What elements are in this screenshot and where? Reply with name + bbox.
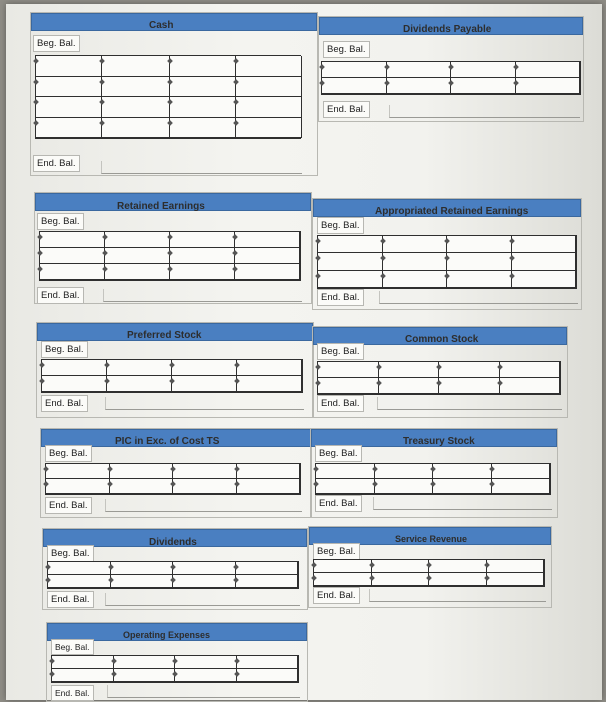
operating-expenses-beg-bal-label: Beg. Bal. [51,639,94,655]
dividends-entry-grid[interactable] [47,561,299,589]
dividends-payable-entry-grid[interactable] [321,61,581,95]
cash-header [31,13,317,31]
appropriated-retained-earnings-end-bal-field[interactable] [379,291,578,304]
dividends-payable-title: Dividends Payable [403,24,492,35]
treasury-stock-title: Treasury Stock [403,436,475,447]
appropriated-retained-earnings-end-bal-label: End. Bal. [317,289,364,306]
dividends-account [42,528,308,610]
cash-beg-bal-label: Beg. Bal. [33,35,80,52]
dividends-title: Dividends [149,537,197,548]
treasury-stock-entry-grid[interactable] [315,463,551,495]
preferred-stock-account [36,322,314,418]
common-stock-entry-grid[interactable] [317,361,561,395]
appropriated-retained-earnings-account [312,198,582,310]
dividends-payable-account [318,16,584,122]
pic-excess-cost-ts-title: PIC in Exc. of Cost TS [115,436,220,447]
treasury-stock-end-bal-field[interactable] [373,497,552,510]
retained-earnings-account [34,192,312,304]
dividends-payable-beg-bal-label: Beg. Bal. [323,41,370,58]
preferred-stock-entry-grid[interactable] [41,359,303,393]
appropriated-retained-earnings-entry-grid[interactable] [317,235,577,289]
common-stock-end-bal-label: End. Bal. [317,395,364,412]
dividends-payable-end-bal-field[interactable] [389,105,580,118]
preferred-stock-title: Preferred Stock [127,330,202,341]
worksheet [6,4,602,700]
service-revenue-account [308,526,552,608]
common-stock-beg-bal-label: Beg. Bal. [317,343,364,360]
appropriated-retained-earnings-title: Appropriated Retained Earnings [375,206,529,217]
service-revenue-end-bal-field[interactable] [369,589,546,602]
retained-earnings-entry-grid[interactable] [39,231,301,281]
operating-expenses-title: Operating Expenses [123,630,211,640]
operating-expenses-account [46,622,308,702]
pic-excess-cost-ts-account [40,428,312,518]
treasury-stock-account [310,428,558,518]
operating-expenses-entry-grid[interactable] [51,655,299,683]
dividends-end-bal-field[interactable] [105,593,300,606]
dividends-beg-bal-label: Beg. Bal. [47,545,94,562]
retained-earnings-title: Retained Earnings [117,201,205,212]
appropriated-retained-earnings-beg-bal-label: Beg. Bal. [317,217,364,234]
cash-title: Cash [149,20,174,31]
retained-earnings-end-bal-label: End. Bal. [37,287,84,304]
retained-earnings-end-bal-field[interactable] [103,289,302,302]
service-revenue-end-bal-label: End. Bal. [313,587,360,604]
cash-end-bal-label: End. Bal. [33,155,80,172]
dividends-payable-end-bal-label: End. Bal. [323,101,370,118]
treasury-stock-end-bal-label: End. Bal. [315,495,362,512]
cash-entry-grid[interactable] [35,55,301,139]
pic-excess-cost-ts-beg-bal-label: Beg. Bal. [45,445,92,462]
retained-earnings-beg-bal-label: Beg. Bal. [37,213,84,230]
treasury-stock-beg-bal-label: Beg. Bal. [315,445,362,462]
common-stock-end-bal-field[interactable] [377,397,562,410]
common-stock-title: Common Stock [405,334,479,345]
dividends-end-bal-label: End. Bal. [47,591,94,608]
service-revenue-beg-bal-label: Beg. Bal. [313,543,360,560]
pic-excess-cost-ts-end-bal-label: End. Bal. [45,497,92,514]
preferred-stock-end-bal-label: End. Bal. [41,395,88,412]
preferred-stock-end-bal-field[interactable] [105,397,304,410]
pic-excess-cost-ts-end-bal-field[interactable] [105,499,302,512]
service-revenue-entry-grid[interactable] [313,559,545,587]
preferred-stock-beg-bal-label: Beg. Bal. [41,341,88,358]
cash-end-bal-field[interactable] [101,161,302,174]
service-revenue-title: Service Revenue [395,534,468,544]
common-stock-account [312,326,568,418]
pic-excess-cost-ts-entry-grid[interactable] [45,463,301,495]
operating-expenses-end-bal-label: End. Bal. [51,685,94,701]
operating-expenses-end-bal-field[interactable] [107,685,300,698]
cash-account [30,12,318,176]
